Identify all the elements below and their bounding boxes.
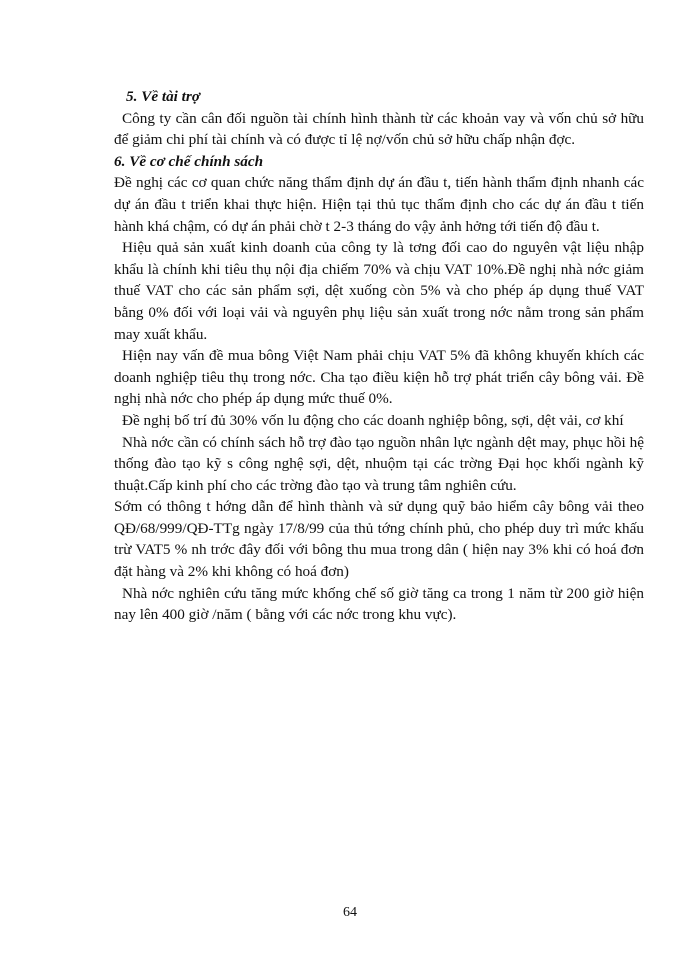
section-5-heading: 5. Về tài trợ xyxy=(126,88,200,105)
section-6-paragraph-6: Sớm có thông t hớng dẫn để hình thành và sử dụng quỹ bảo hiểm cây bông vải theo QĐ/68/999/QĐ-TTg ngày 17/8/99 của thủ tớng chính phủ, cho phép duy trì mức khấu trừ VAT5 % nh trớc đây đối với bông thu mua trong dân ( hiện nay 3% khi có hoá đơn đặt hàng và 2% khi không có hoá đơn) xyxy=(114,498,644,581)
section-6-paragraph-2: Hiệu quả sản xuất kinh doanh của công ty là tơng đối cao do nguyên vật liệu nhập khẩu là chính khi tiêu thụ nội địa chiếm 70% và chịu VAT 10%.Đề nghị nhà nớc giảm thuế VAT cho các sản phẩm sợi, dệt xuống còn 5% và cho phép áp dụng thuế VAT bằng 0% đối với loại vải và nguyên phụ liệu sản xuất trong nớc nằm trong sản phẩm may xuất khẩu. xyxy=(114,239,644,343)
section-6-paragraph-1: Đề nghị các cơ quan chức năng thẩm định dự án đầu t, tiến hành thẩm định nhanh các dự án đầu t triển khai thực hiện. Hiện tại thủ tục thẩm định cho các dự án đầu t tiến hành khá chậm, có dự án phải chờ t 2-3 tháng do vậy ảnh hởng tới tiến độ đầu t. xyxy=(114,174,644,235)
page-number: 64 xyxy=(343,905,357,920)
document-body xyxy=(114,86,644,626)
section-5-paragraph: Công ty cần cân đối nguồn tài chính hình thành từ các khoản vay và vốn chủ sở hữu để giảm chi phí tài chính và có được tỉ lệ nợ/vốn chủ sở hữu chấp nhận đợc. xyxy=(114,109,644,149)
section-6-paragraph-4: Đề nghị bố trí đủ 30% vốn lu động cho các doanh nghiệp bông, sợi, dệt vải, cơ khí xyxy=(122,411,624,429)
section-6-paragraph-7: Nhà nớc nghiên cứu tăng mức khống chế số giờ tăng ca trong 1 năm từ 200 giờ hiện nay lên 400 giờ /năm ( bằng với các nớc trong khu vực). xyxy=(114,584,644,624)
section-6-paragraph-5: Nhà nớc cần có chính sách hỗ trợ đào tạo nguồn nhân lực ngành dệt may, phục hồi hệ thống đào tạo kỹ s công nghệ sợi, dệt, nhuộm tại các trờng Đại học khối ngành kỹ thuật.Cấp kinh phí cho các trờng đào tạo và trung tâm nghiên cứu. xyxy=(114,433,644,494)
section-6-heading: 6. Về cơ chế chính sách xyxy=(114,152,264,170)
section-6-paragraph-3: Hiện nay vấn đề mua bông Việt Nam phải chịu VAT 5% đã không khuyến khích các doanh nghiệp tiêu thụ trong nớc. Cha tạo điều kiện hỗ trợ phát triển cây bông vải. Đề nghị nhà nớc cho phép áp dụng mức thuế 0%. xyxy=(114,347,644,408)
